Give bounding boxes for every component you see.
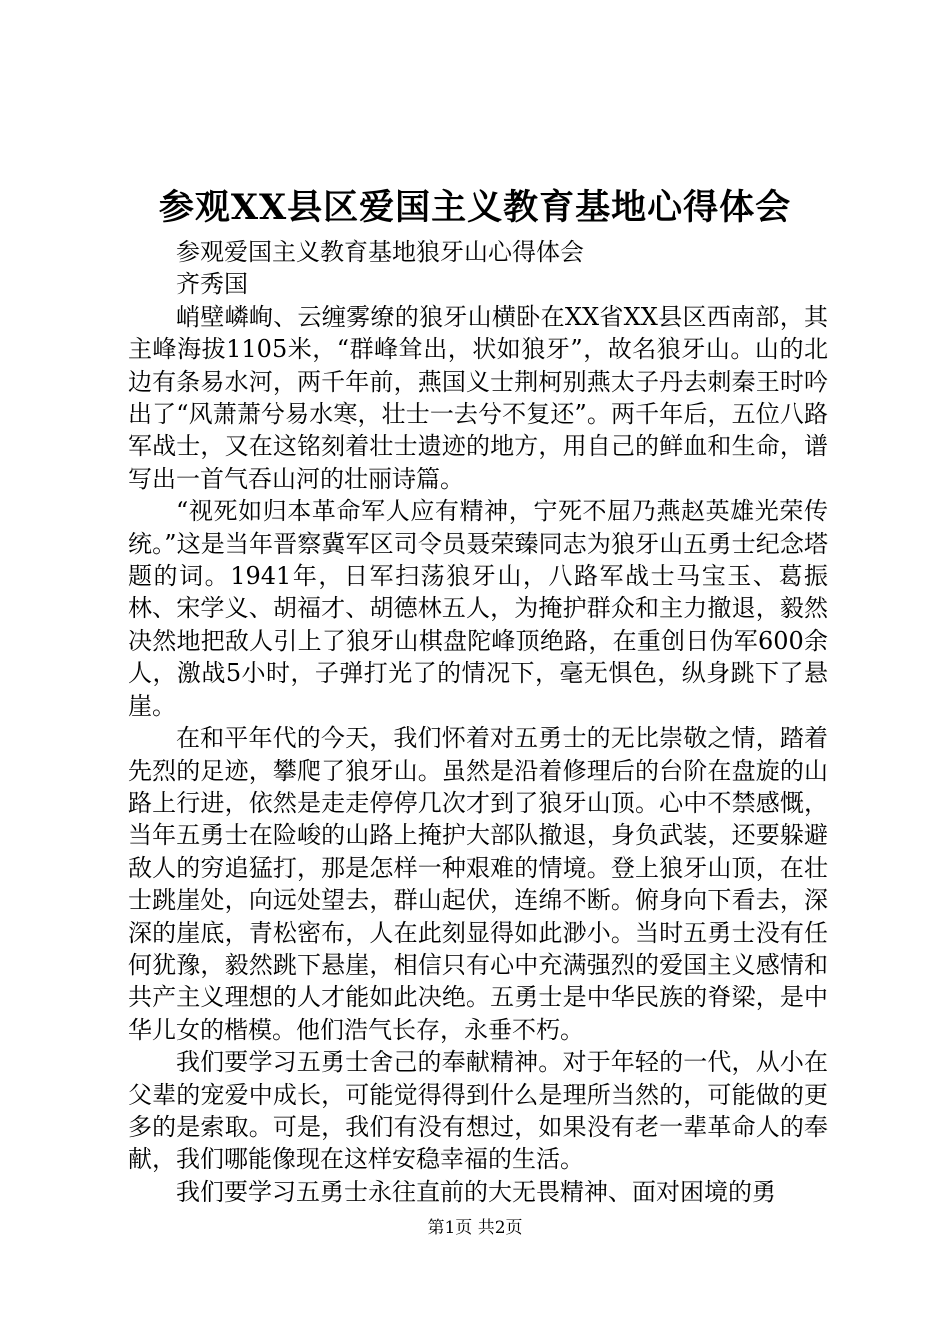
paragraph: 我们要学习五勇士舍己的奉献精神。对于年轻的一代，从小在父辈的宠爱中成长，可能觉得得到什么是理所当然的，可能做的更多的是索取。可是，我们有没有想过，如果没有老一辈革命人的奉献，我们哪能像现在这样安稳幸福的生活。 — [128, 1048, 828, 1174]
document-subtitle: 参观爱国主义教育基地狼牙山心得体会 — [176, 238, 584, 266]
paragraph: 峭壁嶙峋、云缠雾缭的狼牙山横卧在XX省XX县区西南部，其主峰海拔1105米，“群峰耸出，状如狼牙”，故名狼牙山。山的北边有条易水河，两千年前，燕国义士荆柯别燕太子丹去刺秦王时吟出了“风萧萧兮易水寒，壮士一去兮不复还”。两千年后，五位八路军战士，又在这铭刻着壮士遗迹的地方，用自己的鲜血和生命，谱写出一首气吞山河的壮丽诗篇。 — [128, 302, 828, 493]
document-body — [128, 236, 828, 1208]
paragraph: 我们要学习五勇士永往直前的大无畏精神、面对困境的勇 — [176, 1177, 776, 1206]
paragraph: 在和平年代的今天，我们怀着对五勇士的无比崇敬之情，踏着先烈的足迹，攀爬了狼牙山。虽然是沿着修理后的台阶在盘旋的山路上行进，依然是走走停停几次才到了狼牙山顶。心中不禁感慨，当年五勇士在险峻的山路上掩护大部队撤退，身负武装，还要躲避敌人的穷追猛打，那是怎样一种艰难的情境。登上狼牙山顶，在壮士跳崖处，向远处望去，群山起伏，连绵不断。俯身向下看去，深深的崖底，青松密布，人在此刻显得如此渺小。当时五勇士没有任何犹豫，毅然跳下悬崖，相信只有心中充满强烈的爱国主义感情和共产主义理想的人才能如此决绝。五勇士是中华民族的脊梁，是中华儿女的楷模。他们浩气长存，永垂不朽。 — [128, 724, 828, 1044]
document-title: 参观XX县区爱国主义教育基地心得体会 — [158, 187, 792, 228]
paragraph: “视死如归本革命军人应有精神，宁死不屈乃燕赵英雄光荣传统。”这是当年晋察冀军区司令员聂荣臻同志为狼牙山五勇士纪念塔题的词。1941年，日军扫荡狼牙山，八路军战士马宝玉、葛振林、宋学义、胡福才、胡德林五人，为掩护群众和主力撤退，毅然决然地把敌人引上了狼牙山棋盘陀峰顶绝路，在重创日伪军600余人，激战5小时，子弹打光了的情况下，毫无惧色，纵身跳下了悬崖。 — [128, 497, 828, 720]
author-name: 齐秀国 — [176, 270, 248, 299]
page-footer: 第1页 共2页 — [427, 1218, 523, 1238]
